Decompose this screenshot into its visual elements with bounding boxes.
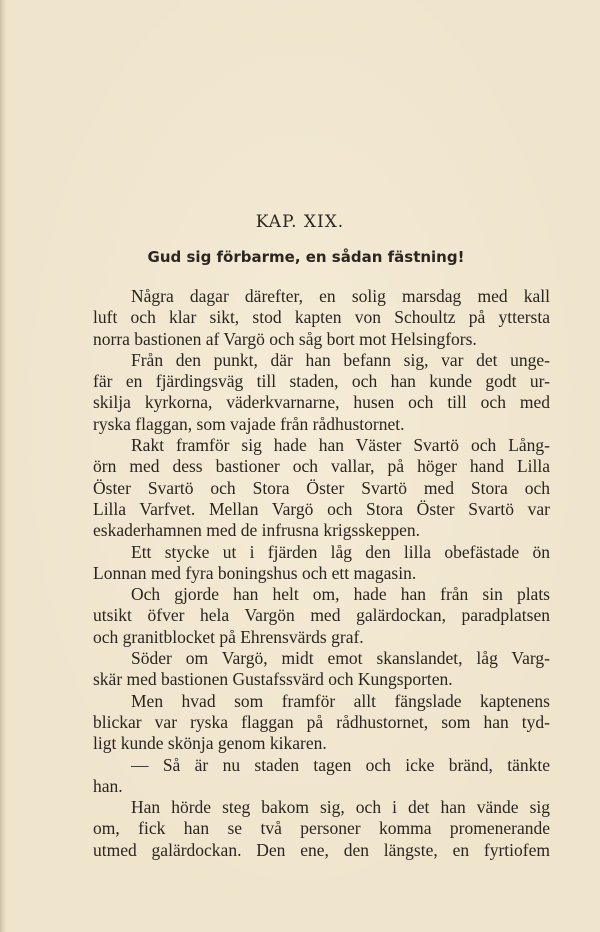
text-line: Ett stycke ut i fjärden låg den lilla obefästade ön (131, 541, 550, 562)
page-edge-shadow (0, 0, 6, 932)
text-line: Rakt framför sig hade han Väster Svartö och Lång- (131, 435, 550, 456)
text-line: Några dagar därefter, en solig marsdag med kall (131, 286, 550, 306)
text-line: Men hvad som framför allt fängslade kaptenens (131, 690, 550, 711)
text-line: om, fick han se två personer komma promenerande (93, 818, 550, 839)
text-line: Från den punkt, där han befann sig, var det unge- (131, 349, 550, 370)
text-line: luft och klar sikt, stod kapten von Schoultz på yttersta (93, 307, 550, 328)
text-line: Lilla Varfvet. Mellan Vargö och Stora Öster Svartö var (93, 498, 550, 519)
text-line: Lonnan med fyra boningshus och ett magasin. (93, 562, 417, 583)
text-line: norra bastionen af Vargö och såg bort mot Helsingfors. (93, 328, 477, 349)
text-line: fär en fjärdingsväg till staden, och han kunde godt ur- (93, 371, 550, 392)
text-line: och granitblocket på Ehrensvärds graf. (93, 626, 364, 647)
text-line: han. (93, 775, 123, 796)
text-line: ligt kunde skönja genom kikaren. (93, 733, 327, 754)
text-line: Han hörde steg bakom sig, och i det han vände sig (131, 797, 550, 818)
text-line: eskaderhamnen med de infrusna krigsskeppen. (93, 520, 421, 541)
text-line: Söder om Vargö, midt emot skanslandet, låg Varg- (131, 648, 550, 669)
text-line: — Så är nu staden tagen och icke bränd, tänkte (131, 754, 550, 775)
chapter-heading: KAP. XIX. (255, 212, 345, 232)
text-line: skilja kyrkorna, väderkvarnarne, husen och till och med (93, 392, 550, 413)
chapter-subtitle: Gud sig förbarme, en sådan fästning! (147, 248, 465, 266)
text-line: örn med dess bastioner och vallar, på höger hand Lilla (93, 456, 550, 477)
text-line: utmed galärdockan. Den ene, den längste, en fyrtiofem (93, 839, 550, 860)
body-text (93, 286, 550, 861)
text-line: skär med bastionen Gustafssvärd och Kungsporten. (93, 669, 453, 690)
text-line: blickar var ryska flaggan på rådhustornet, som han tyd- (93, 711, 550, 732)
text-line: ryska flaggan, som vajade från rådhustornet. (93, 413, 405, 434)
text-line: Och gjorde han helt om, hade han från sin plats (131, 584, 550, 605)
text-line: Öster Svartö och Stora Öster Svartö med Stora och (93, 477, 550, 498)
text-line: utsikt öfver hela Vargön med galärdockan, paradplatsen (93, 605, 550, 626)
